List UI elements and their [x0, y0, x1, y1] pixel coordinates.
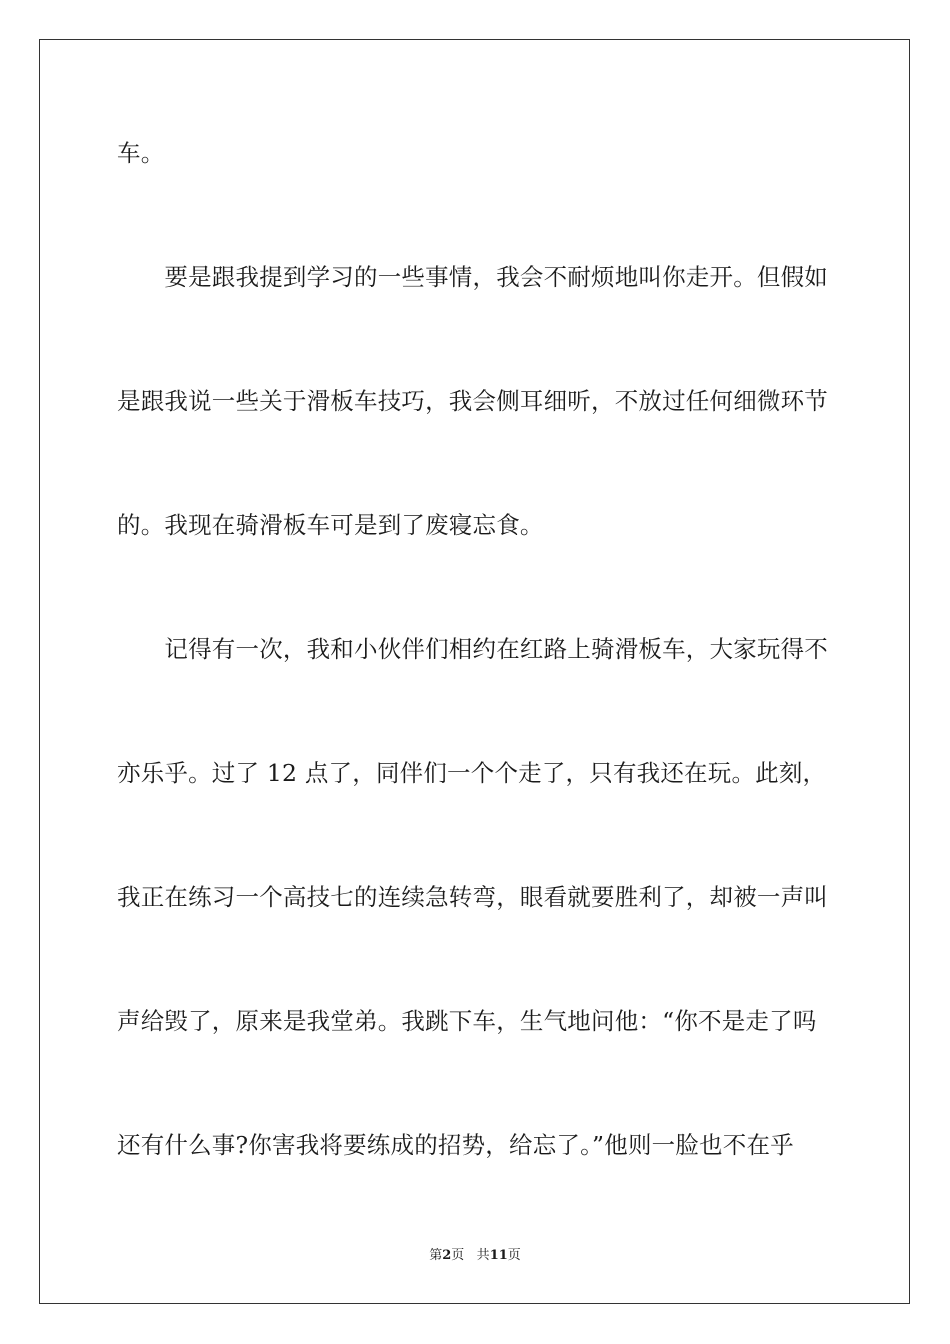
text-line-1: 车。 — [117, 139, 165, 167]
page-footer — [0, 1247, 950, 1265]
text-line-7: 我正在练习一个高技七的连续急转弯，眼看就要胜利了，却被一声叫 — [117, 883, 828, 911]
page-number: 2 — [442, 1248, 452, 1263]
total-prefix: 共 — [476, 1248, 490, 1263]
text-line-5: 记得有一次，我和小伙伴们相约在红路上骑滑板车，大家玩得不 — [117, 635, 828, 663]
text-line-4: 的。我现在骑滑板车可是到了废寝忘食。 — [117, 511, 544, 539]
text-line-3: 是跟我说一些关于滑板车技巧，我会侧耳细听，不放过任何细微环节 — [117, 387, 828, 415]
total-suffix: 页 — [507, 1248, 521, 1263]
page-suffix: 页 — [451, 1248, 465, 1263]
page-border — [39, 39, 910, 1304]
text-line-6: 亦乐乎。过了 12 点了，同伴们一个个走了，只有我还在玩。此刻， — [117, 759, 827, 787]
text-line-8: 声给毁了，原来是我堂弟。我跳下车，生气地问他：“你不是走了吗 — [117, 1007, 817, 1035]
total-pages: 11 — [489, 1248, 508, 1263]
text-line-2: 要是跟我提到学习的一些事情，我会不耐烦地叫你走开。但假如 — [117, 263, 828, 291]
text-line-9: 还有什么事?你害我将要练成的招势，给忘了。”他则一脸也不在乎 — [117, 1131, 794, 1159]
page-prefix: 第 — [429, 1248, 443, 1263]
